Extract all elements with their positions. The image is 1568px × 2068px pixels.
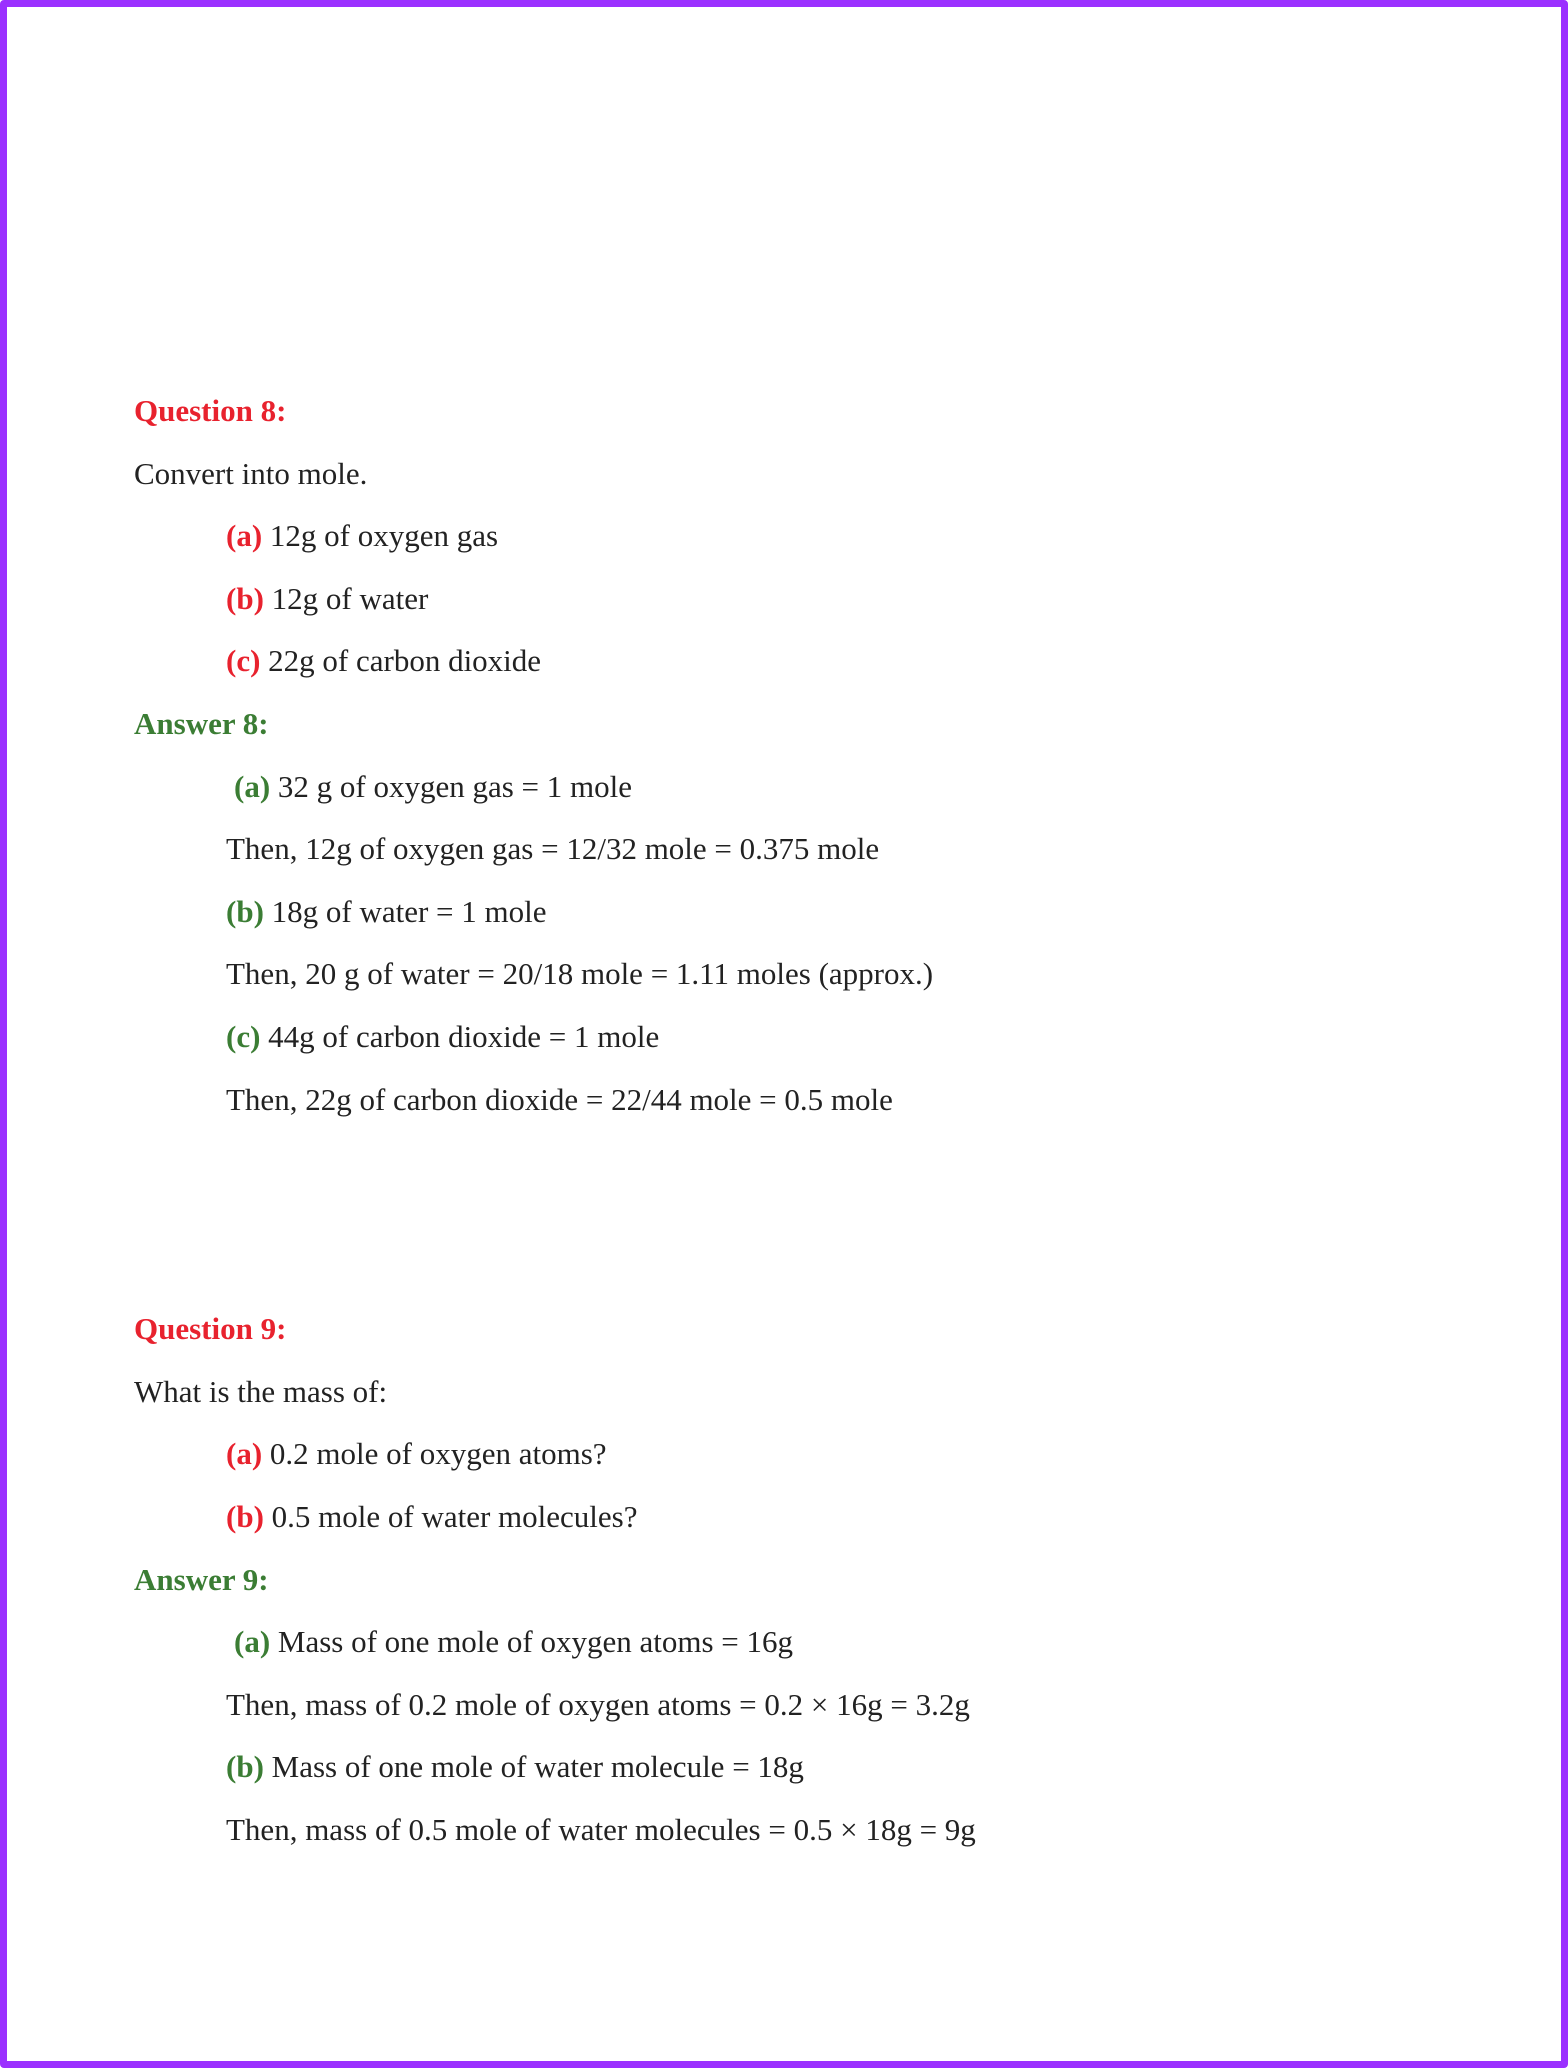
answer-text: Mass of one mole of oxygen atoms = 16g (270, 1624, 794, 1660)
answer-text: 32 g of oxygen gas = 1 mole (270, 768, 633, 804)
answer-text: Mass of one mole of water molecule = 18g (263, 1749, 804, 1785)
part-label: (b) (226, 580, 264, 616)
part-label: (b) (226, 1498, 264, 1534)
answer-9-line: Then, mass of 0.5 mole of water molecules = 0.5 × 18g = 9g (226, 1811, 976, 1847)
answer-8-heading: Answer 8: (134, 705, 269, 741)
question-8-heading: Question 8: (134, 393, 287, 428)
answer-8-line (134, 756, 1434, 819)
question-8-part-c (134, 630, 1434, 693)
answer-label: (c) (226, 1018, 261, 1054)
answer-9-heading: Answer 9: (134, 1561, 269, 1597)
part-label: (a) (226, 518, 263, 554)
question-8-prompt: Convert into mole. (134, 455, 368, 491)
part-text: 12g of oxygen gas (262, 518, 499, 554)
answer-8-line: Then, 20 g of water = 20/18 mole = 1.11 moles (approx.) (226, 956, 934, 992)
section-spacer (134, 1131, 1434, 1298)
answer-label: (b) (226, 1749, 264, 1785)
question-9-heading: Question 9: (134, 1311, 287, 1347)
answer-label: (b) (226, 893, 264, 929)
answer-9-line (134, 1611, 1434, 1674)
document-body (134, 380, 1434, 1861)
part-label: (c) (226, 643, 261, 679)
answer-8-line: Then, 12g of oxygen gas = 12/32 mole = 0.375 mole (226, 831, 880, 867)
question-9-part-a (134, 1423, 1434, 1486)
answer-8-line (134, 881, 1434, 944)
question-8-part-a (134, 505, 1434, 568)
part-text: 12g of water (263, 580, 429, 616)
answer-9-line: Then, mass of 0.2 mole of oxygen atoms = 0.2 × 16g = 3.2g (226, 1686, 970, 1722)
answer-text: 18g of water = 1 mole (263, 893, 547, 929)
answer-8-line (134, 1006, 1434, 1069)
answer-label: (a) (234, 1624, 271, 1660)
answer-9-line (134, 1736, 1434, 1799)
answer-8-line: Then, 22g of carbon dioxide = 22/44 mole = 0.5 mole (226, 1081, 893, 1117)
part-text: 0.2 mole of oxygen atoms? (262, 1436, 607, 1472)
answer-label: (a) (234, 768, 271, 804)
question-9-prompt: What is the mass of: (134, 1373, 388, 1409)
part-label: (a) (226, 1436, 263, 1472)
question-9-part-b (134, 1486, 1434, 1549)
answer-text: 44g of carbon dioxide = 1 mole (260, 1018, 660, 1054)
part-text: 0.5 mole of water molecules? (263, 1498, 638, 1534)
part-text: 22g of carbon dioxide (260, 643, 542, 679)
question-8-part-b (134, 568, 1434, 631)
